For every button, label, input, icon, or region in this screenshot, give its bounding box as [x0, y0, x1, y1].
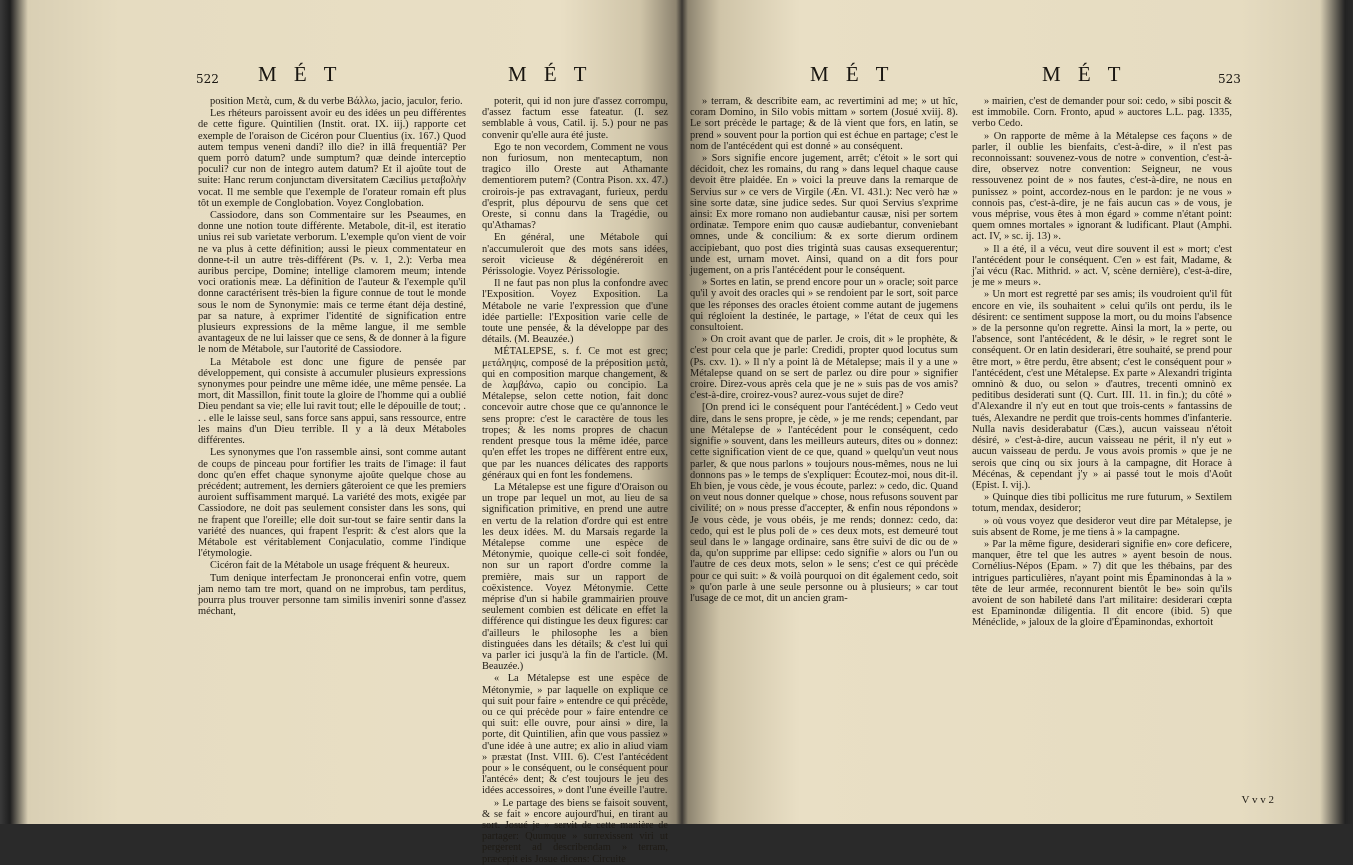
page-number: 523 [1218, 72, 1241, 86]
paragraph: » Sors signifie encore jugement, arrêt; c'étoit » le sort qui décidoit, chez les romains, du rang » dans lequel chaque cause devoit être plaidée. En » voici la preuve dans la remarque de Servius sur » ce vers de Virgile (Æn. VI. 431.): Nec verò hæ » sine sorte datæ, sine judice sedes. Sur quoi Servius s'exprime ainsi: Ex more romano non audiebantur causæ, nisi per sortem ordinatæ. Tempore enim quo causæ audiebantur, conveniebant omnes, unde & concilium: & ex sorte dierum ordinem accipiebant, quo post dies trigintà suas causas exsequerentur; unde est, urnam movet. Ainsi, quand on a dit fors pour jugement, on a pris l'antécédent pour le conséquent. [690, 153, 958, 277]
headword-left: M É T [810, 62, 895, 86]
paragraph: Cicéron fait de la Métabole un usage fréquent & heureux. [210, 560, 450, 572]
paragraph: « La Métalepse est une espèce de Métonymie, » par laquelle on explique ce qui suit pour faire » entendre ce qui précède, ou ce qui précède pour » faire entendre ce qui suit: elle ouvre, pour ainsi » dire, la porte, dit Quintilien, afin que vous passiez » d'une idée à une autre; ex alio in aliud viam » præstat (Inst. VIII. 6). C'est l'antécédent pour » le conséquent, ou le conséquent pour l'antécé» dent; & c'est toujours le jeu des idées accessoires, » dont l'une éveille l'autre. [482, 673, 668, 797]
paragraph: » On croit avant que de parler. Je crois, dit » le prophète, & c'est pour cela que je parle: Credidi, propter quod locutus sum (Ps. cxv. 1). » Il n'y a point là de Métalepse; mais il y a une » Métalepse quand on se sert de parlez ou dire pour » signifier croire. Direz-vous après cela que je ne » suis pas de vos amis? c'est-à-dire, croirez-vous? aurez-vous sujet de dire? [690, 334, 958, 402]
right-column-2 [972, 96, 1232, 816]
paragraph: » Le partage des biens se faisoit souvent, & se fait » encore aujourd'hui, en tirant au sort. Josué je » servit de cette manière de partager: Quumque » surrexissent viri ut pergerent ad describendam » terram, præcepit eis Josue dicens: Circuite [482, 797, 668, 865]
paragraph: Les synonymes que l'on rassemble ainsi, sont comme autant de coups de pinceau pour fortifier les traits de l'image: il faut donc qu'en effet chaque synonyme ajoûte quelque chose au précédent; autrement, les derniers gâteroient ce que les premiers auroient suffisamment marqué. La variété des mots, exigée par Cassiodore, ne doit pas seulement consister dans les sons, qui ne frapent que l'oreille; elle doit sur-tout se faire sentir dans la variété des nuances, qui frapent l'esprit: & c'est alors que la Métabole est véritablement Conjaculatio, comme l'indique l'étymologie. [198, 447, 466, 560]
headword-right: M É T [508, 62, 593, 86]
paragraph: position Μετὰ, cum, & du verbe Βάλλω, jacio, jaculor, ferio. [210, 96, 463, 107]
right-running-head [690, 62, 1330, 92]
paragraph: poterit, qui id non jure d'assez corrompu, d'assez factum esse fateatur. (I. sez semblable à vous, Catil. ij. 5.) pour ne pas convenir qu'elle aura été juste. [482, 96, 668, 141]
paragraph: Ego te non vecordem, Comment ne vous non furiosum, non mentecaptum, non tragico illo Oreste aut Athamante dementiorem putem? (Contra Pison. xx. 47.) croirois-je pas extravagant, furieux, perdu d'esprit, plus dépourvu de sens que cet Oreste, si connu dans la Tragédie, ou qu'Athamas? [482, 141, 668, 232]
signature-mark: V v v 2 [1241, 794, 1274, 806]
right-page [690, 0, 1330, 824]
paragraph: La Métalepse est une figure d'Oraison ou un trope par lequel un mot, au lieu de sa signification primitive, en prend une autre en vertu de la relation d'ordre qui est entre les deux idées. M. du Marsais regarde la Métalepse comme une espèce de Métonymie, quoique celle-ci soit fondée, non sur un raport d'ordre comme la première, mais sur un rapport de coëxistence. Voyez Métonymie. Cette méprise d'un si habile grammairien prouve seulement combien est délicate en effet la différence qui distingue les deux figures: car d'ailleurs le philosophe les a bien distinguées dans les détails; & c'est lui qui va parler ici jusqu'à la fin de l'article. (M. Beauzée.) [482, 481, 668, 673]
paragraph: » Par la même figure, desiderari signifie en» core deficere, manquer, être tel que les autres » ayent besoin de nous. Cornélius-Népos (Epam. » 7) dit que les thébains, par des intrigues particulières, n'ayant point mis Épaminondas à la » tête de leur armée, reconnurent bientôt le be» soin qu'ils avoient de son habileté dans l'art militaire: desiderari cœpta est Epaminondæ diligentia. Il dit encore (ibid. 5) que Ménéclide, » jaloux de la gloire d'Épaminondas, exhortoit [972, 538, 1232, 629]
paragraph: En général, une Métabole qui n'accumuleroit que des mots sans idées, seroit vicieuse & dégénéreroit en Périssologie. Voyez Périssologie. [482, 232, 668, 278]
paragraph: » On rapporte de même à la Métalepse ces façons » de parler, il oublie les bienfaits, c'est-à-dire, » il n'est pas reconnoissant: souvenez-vous de notre » convention, c'est-à-dire, observez notre convention: Seigneur, ne vous ressouvenez point de » nos fautes, c'est-à-dire, ne nous en punissez » point, accordez-nous en le pardon: je ne vous » connois pas, c'est-à-dire, je ne fais aucun cas » de vous, je vous méprise, vous êtes à mon égard » comme n'étant point: quem omnes mortales » ignorant & ludificant. Plaut (Amphi. act. IV, » sc. ij. 13) ». [972, 130, 1232, 243]
paragraph: » où vous voyez que desideror veut dire par Métalepse, je suis absent de Rome, je me tiens à » la campagne. [972, 515, 1232, 538]
paragraph: Il ne faut pas non plus la confondre avec l'Exposition. Voyez Exposition. La Métabole ne varie l'expression que d'une idée partielle: l'Exposition varie celle de toute une pensée, & la développe par des détails. (M. Beauzée.) [482, 278, 668, 346]
right-column-1 [690, 96, 958, 816]
paragraph: Les rhéteurs paroissent avoir eu des idées un peu différentes de cette figure. Quintilien (Instit. orat. IX. iij.) rapporte cet exemple de l'oraison de Cicéron pour Cluentius (ix. 167.) Quod autem tempus veneni dandi? illo die? in illâ frequentiâ? Per quem porrò datum? unde sumptum? quæ deinde interceptio poculi? cur non de integro autem datum? Et il ajoûte tout de suite: Hanc rerum conjunctam diversitatem Cæcilius μεταβολὴν vocat. Il me semble que l'exemple de l'orateur romain eft plus tôt un exemple de Conglobation. Voyez Conglobation. [198, 108, 466, 209]
left-column-2 [482, 96, 668, 865]
paragraph: » Quinque dies tibi pollicitus me rure futurum, » Sextilem totum, mendax, desideror; [972, 492, 1232, 515]
paragraph: » Il a été, il a vécu, veut dire souvent il est » mort; c'est l'antécédent pour le conséquent. C'en » est fait, Madame, & j'ai vécu (Rac. Mithrid. » act. V, scène dernière), c'est-à-dire, je me » meurs ». [972, 243, 1232, 289]
left-running-head [28, 62, 668, 92]
page-number: 522 [196, 72, 219, 86]
paragraph: Cassiodore, dans son Commentaire sur les Pseaumes, en donne une notion toute différente. Metabole, dit-il, est iteratio unius rei sub varietate verborum. L'exemple qu'on vient de voir ne va plus à cette définition; aussi le pieux commentateur en donne-t-il un autre très-différent (Ps. v. 1, 2.): Verba mea auribus percipe, Domine; intellige clamorem meum; intende voci orationis meæ. La définition de l'auteur & l'exemple qu'il donne caractérisent très-bien la figure connue de tout le monde sous le nom de Synonymie: mais ce terme étant déja destiné, par sa nature, à exprimer l'identité de signification entre plusieurs expressions de la même langue, il me semble avantageux de ne lui laisser que ce sens, & de donner à la figure le nom de Métabole, sur l'autorité de Cassiodore. [198, 210, 466, 356]
left-page [28, 0, 668, 865]
left-column-1 [198, 96, 466, 816]
paragraph: Tum denique interfectam Je prononcerai enfin votre, quem jam nemo tam tre mort, quand on ne improbus, tam perditus, pourra plus trouver personne tam similis inveniri sonne d'assez méchant, [198, 572, 466, 618]
paragraph: » terram, & describite eam, ac revertimini ad me; » ut hîc, coram Domino, in Silo vobis mittam » sortem (Josué xviij. 8). Le sort précède le partage; & de là vient que fors, en latin, se prend » souvent pour la portion qui est échue en partage; c'est le nom de l'antécédent qui est donné » au conséquent. [690, 96, 958, 152]
paragraph: » Sortes en latin, se prend encore pour un » oracle; soit parce qu'il y avoit des oracles qui » se rendoient par le sort, soit parce que les réponses des oracles étoient comme autant de jugemens qui régloient la destinée, le partage, » l'état de ceux qui les consultoient. [690, 277, 958, 334]
headword-left: M É T [258, 62, 343, 86]
headword-right: M É T [1042, 62, 1127, 86]
paragraph: La Métabole est donc une figure de pensée par développement, qui consiste à accumuler plusieurs expressions synonymes pour peindre une même idée, une même pensée. La mort, dit Massillon, finit toute la gloire de l'homme qui a oublié Dieu pendant sa vie; elle lui ravit tout; elle le dépouille de tout; . . . elle le laisse seul, sans force sans appui, sans ressource, entre les mains d'un Dieu terrible. Il y a là deux Métaboles différentes. [198, 356, 466, 447]
paragraph: MÉTALEPSE, s. f. Ce mot est grec; μετάληψις, composé de la préposition μετὰ, qui en composition marque changement, & de λαμβάνω, capio ou concipio. La Métalepse, selon cette notion, fait donc concevoir autre chose que ce qu'annonce le sens propre: c'est le caractère de tous les tropes; & les noms propres de chacun rendent presque tous la même idée, parce qu'en effet les tropes ne diffèrent entre eux, que par les nuances délicates des rapports généraux qui en font les fondemens. [482, 346, 668, 481]
paragraph: » Un mort est regretté par ses amis; ils voudroient qu'il fût encore en vie, ils souhaitent » celui qu'ils ont perdu, ils le désirent: ce sentiment suppose la mort, ou du moins l'absence » de la personne qu'on regrette. Ainsi la mort, la » perte, ou l'absence, sont l'antécédent, & le désir, » le regret sont le conséquent. Or en latin desiderari, être souhaité, se prend pour être mort, » être perdu, être absent; c'est le conséquent pour » l'antécédent, c'est une Métalepse. Ex parte » Alexandri triginta omninò & duo, ou selon » d'autres, trecenti omninò ex peditibus desiderati sunt (Q. Curt. III. 11. in fin.); du côté » d'Alexandre il n'y eut en tout que trois-cents » fantassins de tués, Alexandre ne perdit que trois-cents hommes d'infanterie. Nulla navis desiderabatur (Cæs.), aucun vaisseau n'étoit désiré, » c'est-à-dire, aucun vaisseau ne périt, il n'y eut » aucun vaisseau de perdu. Je vous avois promis » que je ne serois que cinq ou six jours à la campagne, dit Horace à Mécénas, & cependant j'y » ai passé tout le mois d'Août (Epist. I. vij.). [972, 289, 1232, 491]
paragraph: » mairien, c'est de demander pour soi: cedo, » sibi poscit & est immobile. Corn. Fronto, apud » auctores L.L. pag. 1335, verbo Cedo. [972, 96, 1232, 130]
paragraph: [On prend ici le conséquent pour l'antécédent.] » Cedo veut dire, dans le sens propre, je cède, » je me rends; cependant, par une Métalepse de » l'antécédent pour le conséquent, cedo signifie » souvent, dans les meilleurs auteurs, dites ou » donnez: cette signification vient de ce que, quand » quelqu'un veut nous parler, & que nous parlons » toujours nous-mêmes, nous ne lui donnons pas » le temps de s'expliquer: Écoutez-moi, nous dit-il. Eh bien, je vous cède, je vous écoute, parlez: » cedo, dic. Quand on veut nous donner quelque » chose, nous refusons souvent par civilité; on » nous presse d'accepter, & enfin nous répondons » Je vous cède, je vous obéis, je me rends; donnez: cedo, da: cedo, qui est le plus poli de » ces deux mots, est demeuré tout seul dans le » langage ordinaire, sans être suivi de dic ou de » da, qu'on supprime par ellipse: cedo signifie » alors ou l'un ou l'autre de ces deux mots, selon » le sens; c'est ce qui précède pour ce qui suit: » & voilà pourquoi on dit également cedo, soit » qu'on parle à une seule personne ou à plusieurs; » car tout l'usage de ce mot, dit un ancien gram- [690, 402, 958, 604]
